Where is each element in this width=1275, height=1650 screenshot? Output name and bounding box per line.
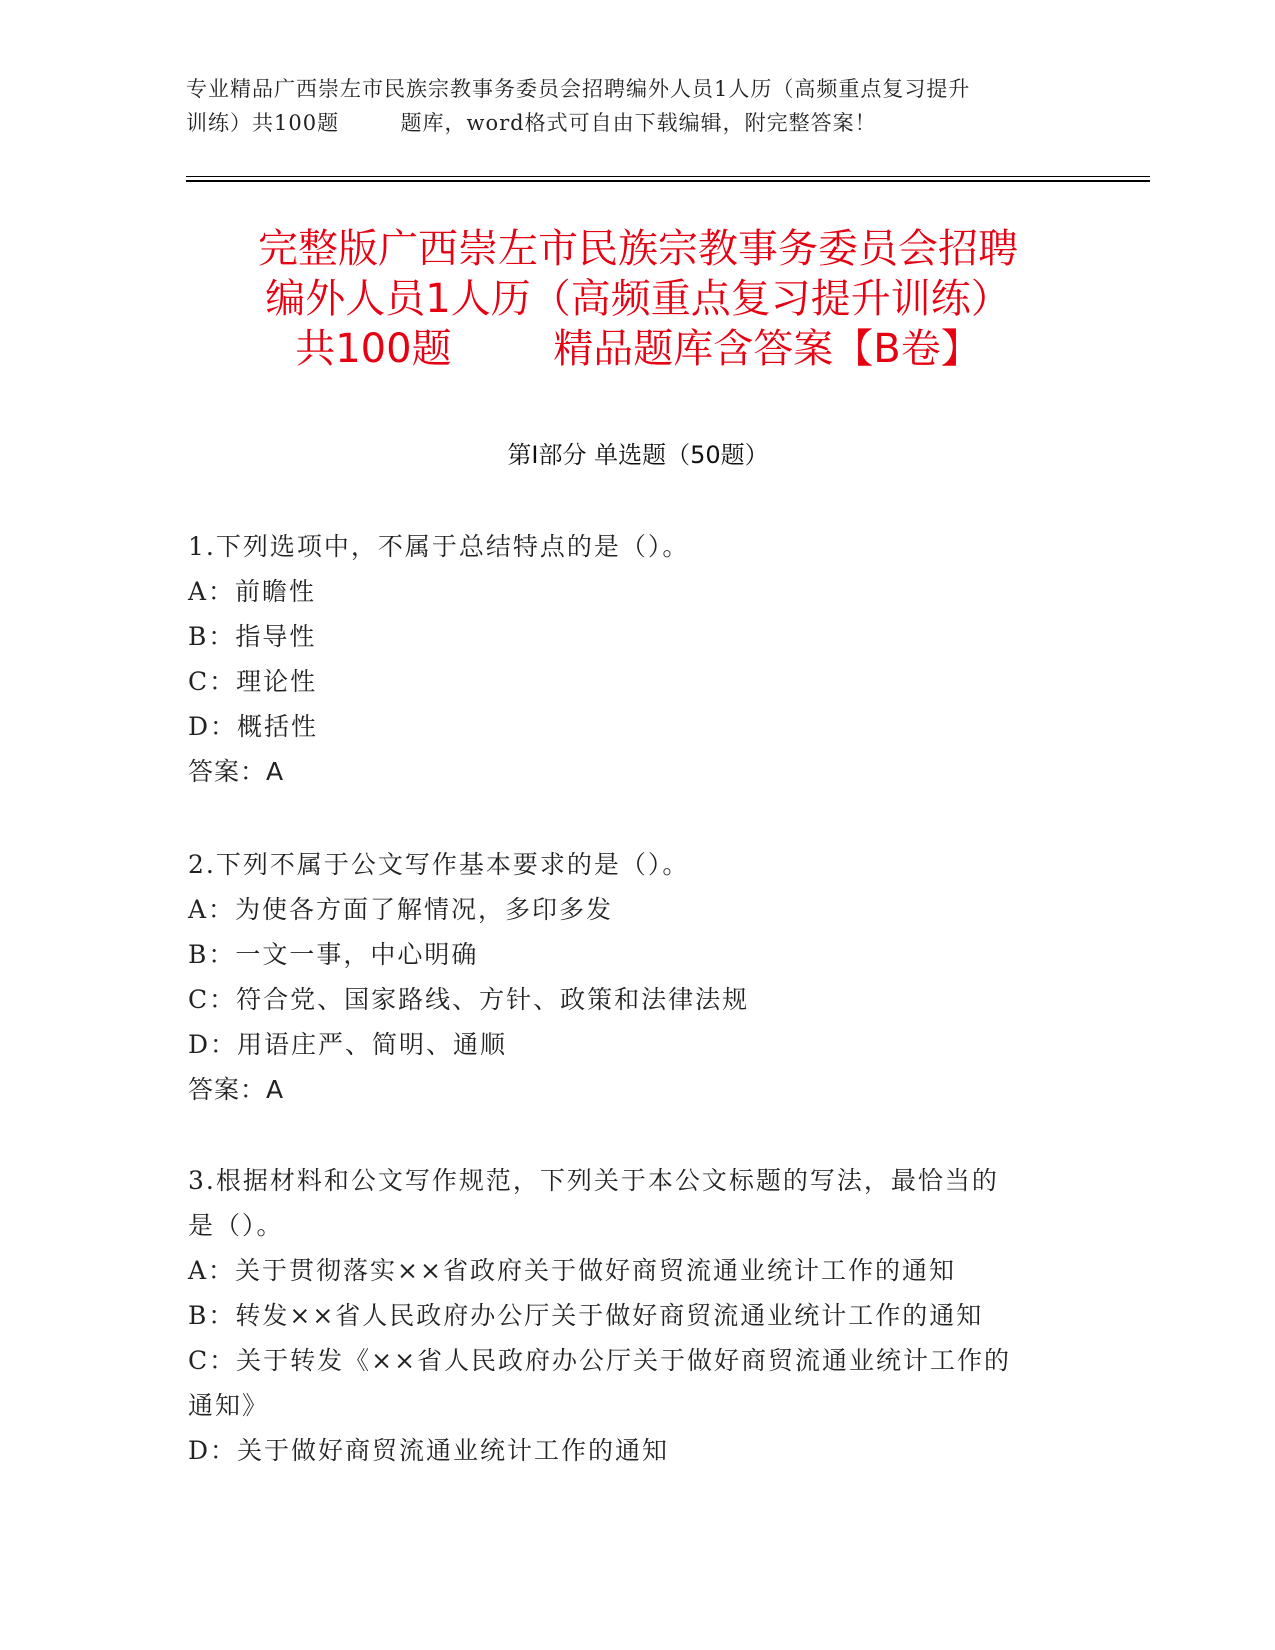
option-c: C：符合党、国家路线、方针、政策和法律法规 xyxy=(188,985,750,1014)
title-line-1: 完整版广西崇左市民族宗教事务委员会招聘 xyxy=(258,226,1018,272)
question-1 xyxy=(188,524,1088,794)
question-3 xyxy=(188,1158,1088,1473)
option-a: A：前瞻性 xyxy=(188,577,317,606)
option-b: B：一文一事，中心明确 xyxy=(188,940,479,969)
question-stem: 1.下列选项中，不属于总结特点的是（）。 xyxy=(188,532,690,561)
option-c-continued: 通知》 xyxy=(188,1391,270,1420)
header-divider-thick xyxy=(186,180,1150,182)
header-line-1: 专业精品广西崇左市民族宗教事务委员会招聘编外人员1人历（高频重点复习提升 xyxy=(186,77,971,101)
option-c: C：关于转发《××省人民政府办公厅关于做好商贸流通业统计工作的 xyxy=(188,1346,1012,1375)
page-header xyxy=(186,72,1086,140)
option-d: D：用语庄严、简明、通顺 xyxy=(188,1030,508,1059)
document-title xyxy=(186,224,1090,374)
section-title: 第Ⅰ部分 单选题（50题） xyxy=(507,441,769,469)
answer: 答案：A xyxy=(188,1075,285,1104)
option-c: C：理论性 xyxy=(188,667,318,696)
option-b: B：转发××省人民政府办公厅关于做好商贸流通业统计工作的通知 xyxy=(188,1301,984,1330)
question-stem: 2.下列不属于公文写作基本要求的是（）。 xyxy=(188,850,690,879)
option-a: A：关于贯彻落实××省政府关于做好商贸流通业统计工作的通知 xyxy=(188,1256,956,1285)
title-line-3: 共100题 精品题库含答案【B卷】 xyxy=(295,326,981,372)
header-divider-thin xyxy=(186,176,1150,177)
option-a: A：为使各方面了解情况，多印多发 xyxy=(188,895,614,924)
option-b: B：指导性 xyxy=(188,622,317,651)
title-line-2: 编外人员1人历（高频重点复习提升训练） xyxy=(265,276,1011,322)
option-d: D：关于做好商贸流通业统计工作的通知 xyxy=(188,1436,670,1465)
option-d: D：概括性 xyxy=(188,712,319,741)
question-stem: 3.根据材料和公文写作规范，下列关于本公文标题的写法，最恰当的 xyxy=(188,1166,999,1195)
question-2 xyxy=(188,842,1088,1112)
question-stem-continued: 是（）。 xyxy=(188,1211,284,1240)
answer: 答案：A xyxy=(188,757,285,786)
header-line-2: 训练）共100题 题库，word格式可自由下载编辑，附完整答案！ xyxy=(186,111,877,135)
